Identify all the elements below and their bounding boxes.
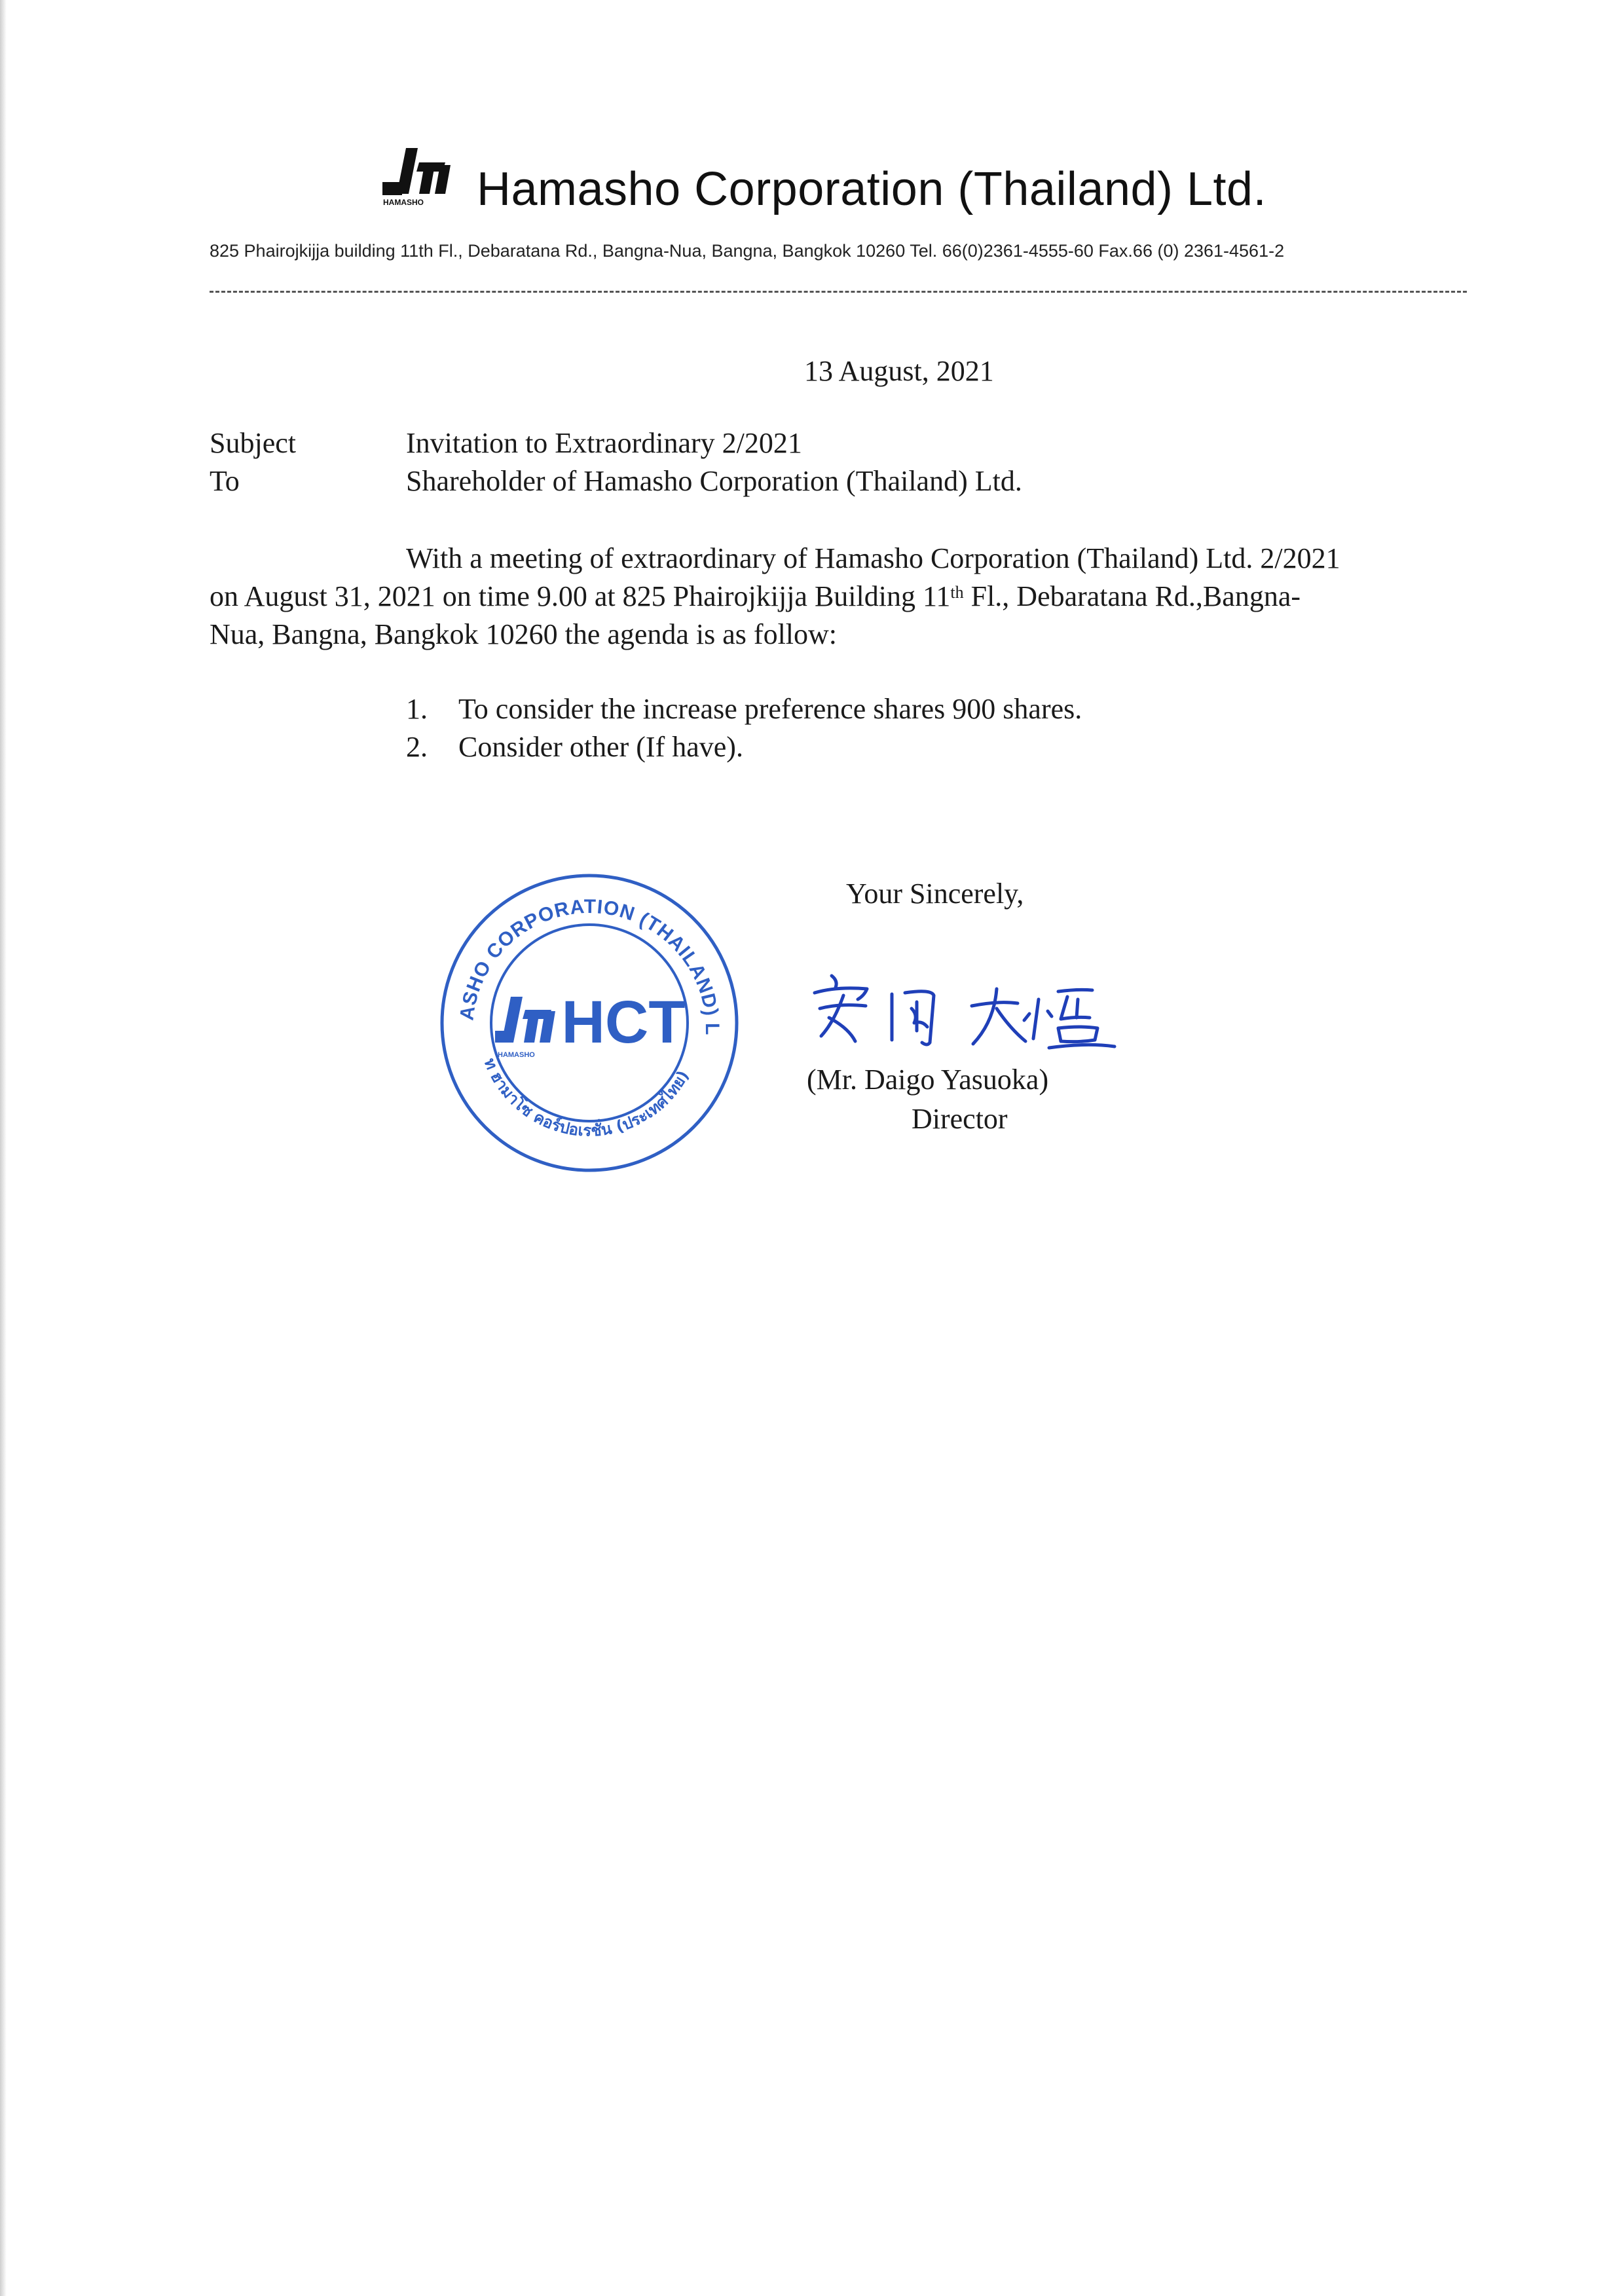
agenda-item-2-text: Consider other (If have).	[458, 731, 743, 763]
header-divider	[210, 291, 1467, 293]
subject-value: Invitation to Extraordinary 2/2021	[406, 427, 802, 459]
body-line-2-end: Fl., Debaratana Rd.,Bangna-	[963, 580, 1301, 612]
signer-title: Director	[912, 1103, 1008, 1135]
svg-text:HAMASHO: HAMASHO	[498, 1051, 535, 1059]
signer-name: (Mr. Daigo Yasuoka)	[807, 1064, 1049, 1096]
svg-text:HCT: HCT	[561, 989, 686, 1056]
handwritten-signature	[800, 963, 1128, 1061]
agenda-item-1-text: To consider the increase preference shares 900 shares.	[458, 693, 1082, 725]
to-value: Shareholder of Hamasho Corporation (Thailand) Ltd.	[406, 465, 1022, 497]
agenda-item-1-number: 1.	[406, 693, 428, 725]
body-line-2	[210, 578, 1301, 616]
closing-salutation: Your Sincerely,	[846, 878, 1024, 910]
subject-label: Subject	[210, 427, 296, 459]
company-address: 825 Phairojkijja building 11th Fl., Debaratana Rd., Bangna-Nua, Bangna, Bangkok 10260 Tel. 66(0)2361-4555-60 Fax.66 (0) 2361-4561-2	[210, 241, 1285, 261]
letter-date: 13 August, 2021	[804, 355, 994, 387]
company-seal	[432, 866, 747, 1180]
ordinal-suffix: th	[950, 583, 964, 602]
scan-edge	[0, 0, 7, 2296]
svg-text:HAMASHO: HAMASHO	[383, 198, 424, 207]
company-name: Hamasho Corporation (Thailand) Ltd.	[477, 163, 1267, 215]
agenda-item-2-number: 2.	[406, 731, 428, 763]
body-line-1: With a meeting of extraordinary of Hamasho Corporation (Thailand) Ltd. 2/2021	[406, 542, 1340, 574]
svg-text:HAMASHO CORPORATION (THAILAND): ASHO CORPORATION (THAILAND) L	[456, 895, 724, 1035]
company-logo	[380, 143, 465, 208]
body-line-3: Nua, Bangna, Bangkok 10260 the agenda is as follow:	[210, 618, 838, 650]
body-line-2-start: on August 31, 2021 on time 9.00 at 825 Phairojkijja Building 11	[210, 580, 951, 612]
to-label: To	[210, 465, 240, 497]
svg-text:บริษัท ฮามาโซ คอร์ปอเรชั่น (ปร: ท ฮามาโซ คอร์ปอเรชั่น (ประเทศไทย)	[480, 1055, 693, 1140]
